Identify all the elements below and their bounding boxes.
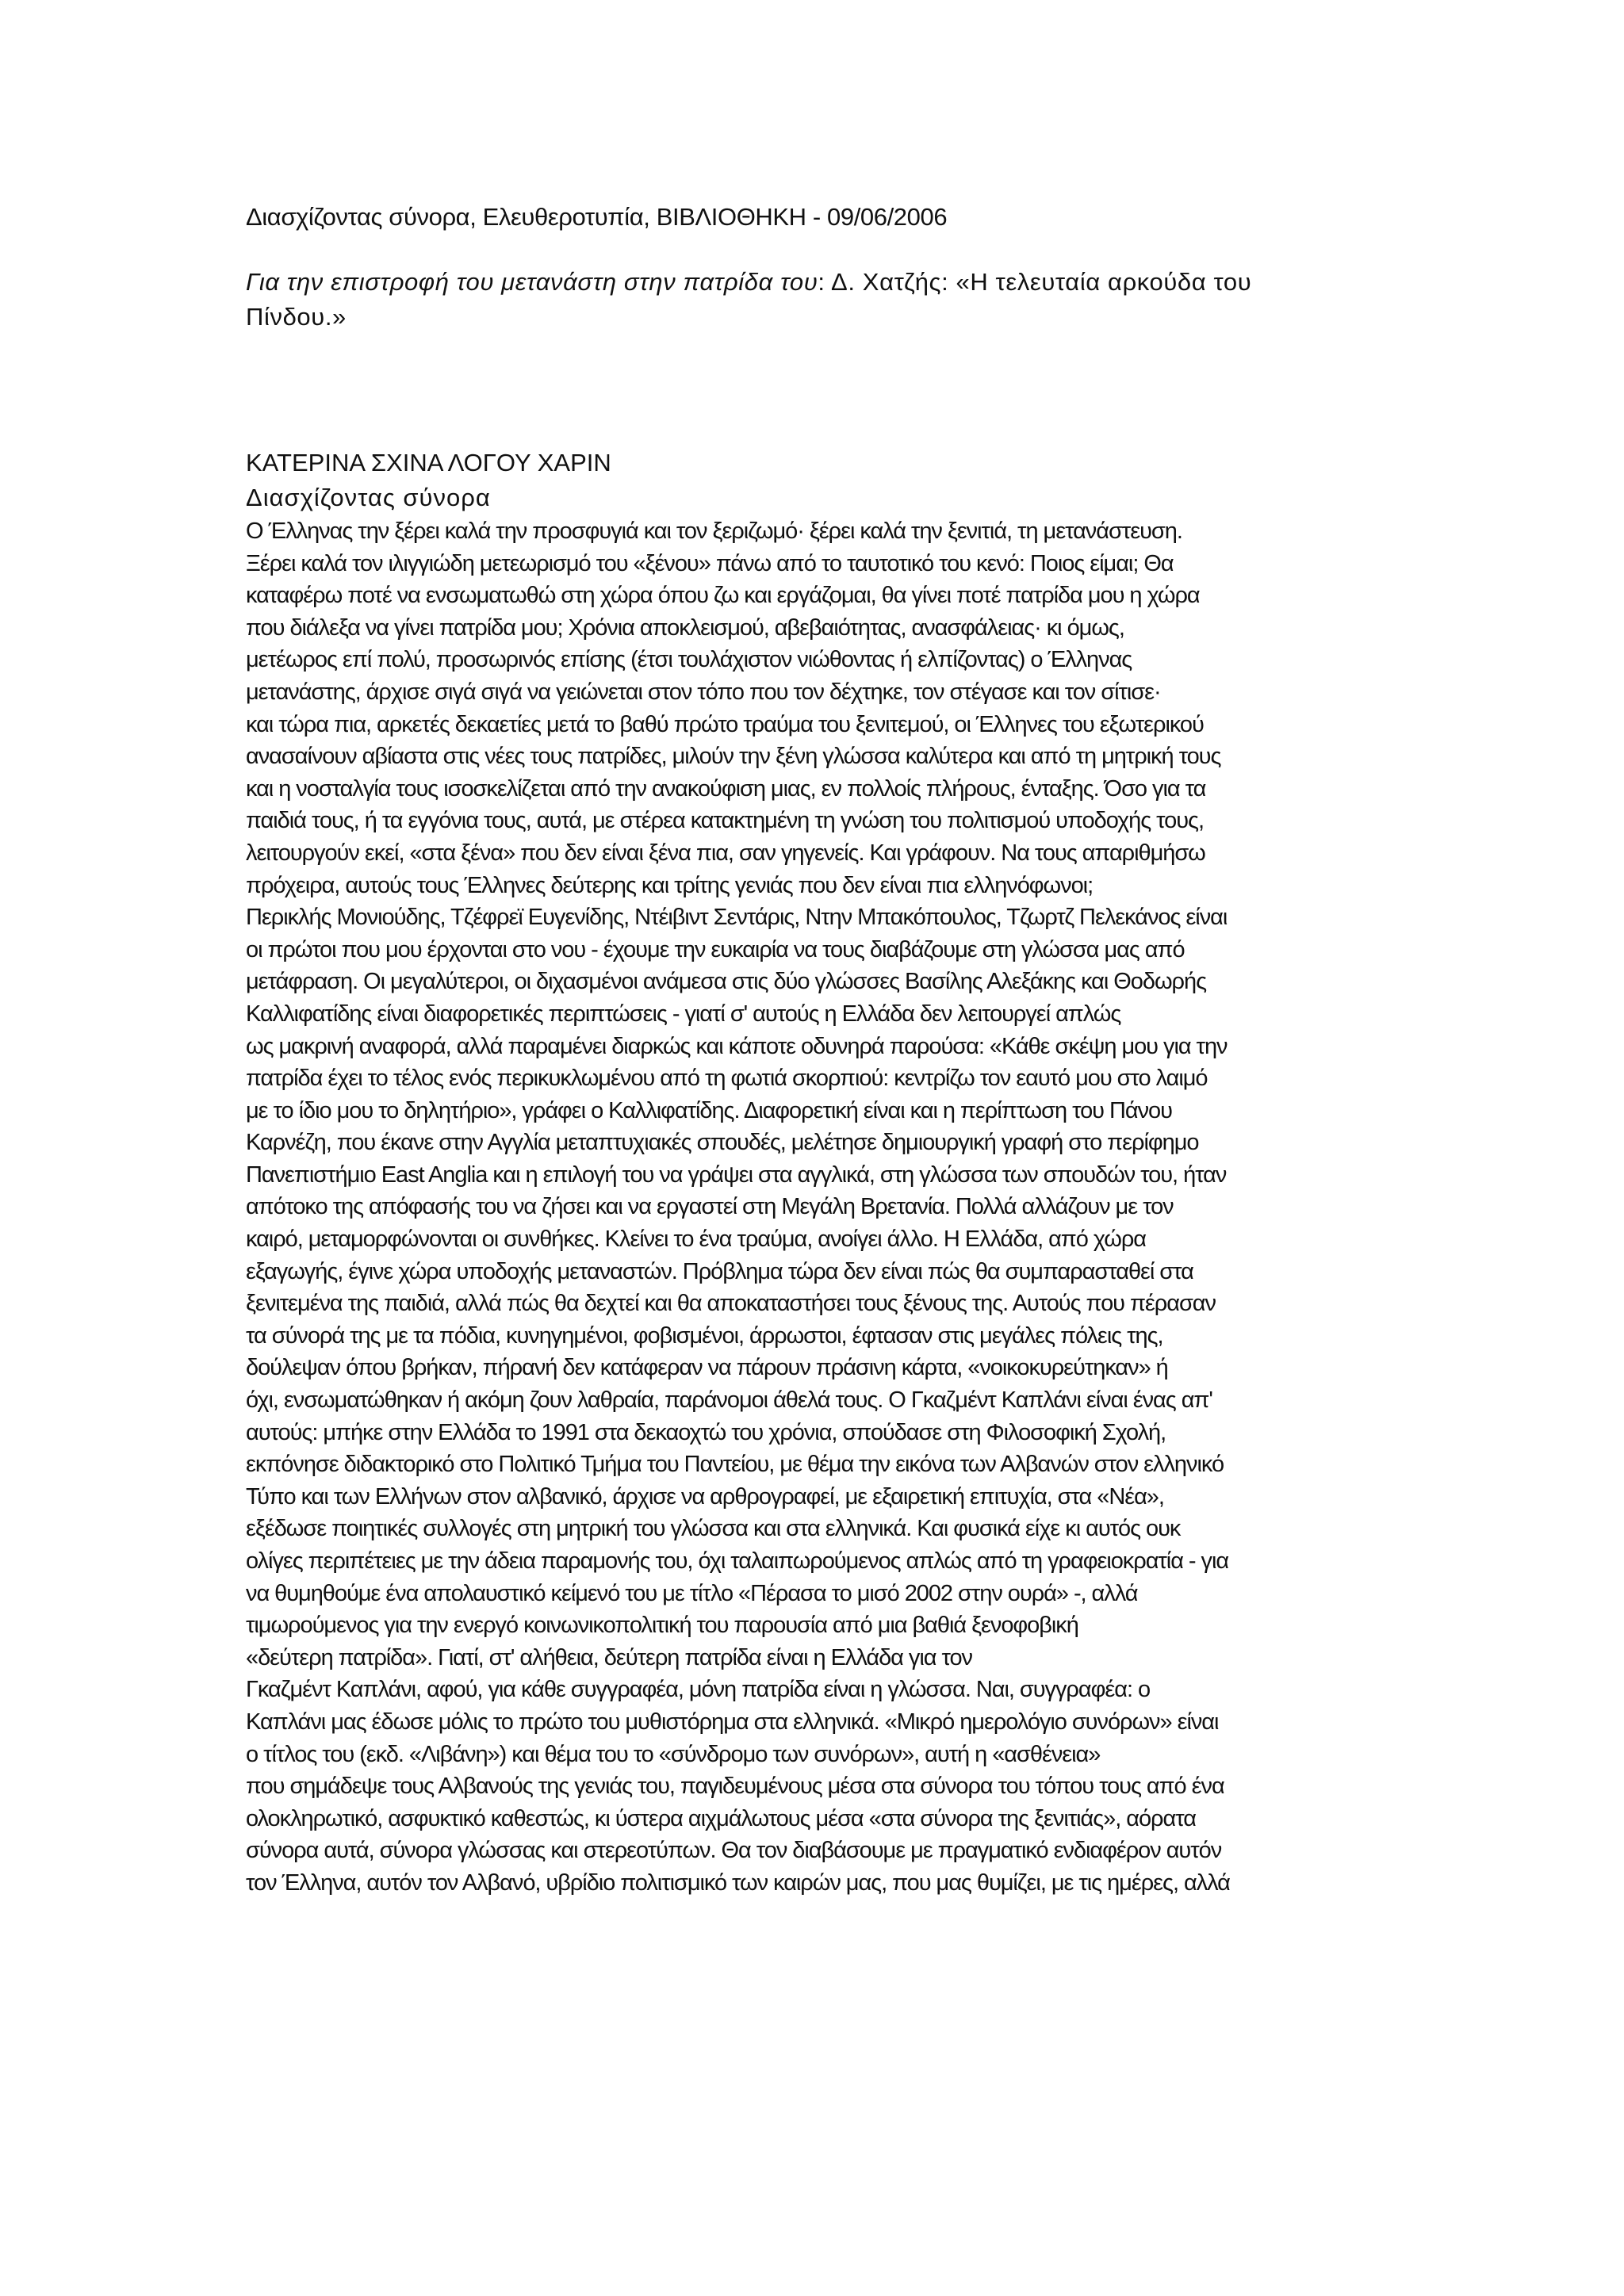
body-line: εκπόνησε διδακτορικό στο Πολιτικό Τμήμα του Παντείου, με θέμα την εικόνα των Αλβανών στον ελληνικό xyxy=(246,1452,1224,1478)
body-line: με το ίδιο μου το δηλητήριο», γράφει ο Καλλιφατίδης. Διαφορετική είναι και η περίπτωση του Πάνου xyxy=(246,1097,1172,1123)
body-line: μετέωρος επί πολύ, προσωρινός επίσης (έτσι τουλάχιστον νιώθοντας ή ελπίζοντας) ο Έλληνας xyxy=(246,647,1132,673)
body-line: ως μακρινή αναφορά, αλλά παραμένει διαρκώς και κάποτε οδυνηρά παρούσα: «Κάθε σκέψη μου για την xyxy=(246,1033,1228,1059)
body-line: τα σύνορά της με τα πόδια, κυνηγημένοι, φοβισμένοι, άρρωστοι, έφτασαν στις μεγάλες πόλεις της, xyxy=(246,1322,1163,1349)
body-line: παιδιά τους, ή τα εγγόνια τους, αυτά, με στέρεα κατακτημένη τη γνώση του πολιτισμού υποδοχής τους, xyxy=(246,808,1204,834)
body-line: «δεύτερη πατρίδα». Γιατί, στ' αλήθεια, δεύτερη πατρίδα είναι η Ελλάδα για τον xyxy=(246,1644,972,1670)
body-line: εξαγωγής, έγινε χώρα υποδοχής μεταναστών. Πρόβλημα τώρα δεν είναι πώς θα συμπαρασταθεί στα xyxy=(246,1258,1193,1284)
body-line: Γκαζμέντ Καπλάνι, αφού, για κάθε συγγραφέα, μόνη πατρίδα είναι η γλώσσα. Ναι, συγγραφέα: ο xyxy=(246,1677,1151,1703)
body-line: ο τίτλος του (εκδ. «Λιβάνη») και θέμα του το «σύνδρομο των συνόρων», αυτή η «ασθένεια» xyxy=(246,1741,1101,1767)
body-line: Καλλιφατίδης είναι διαφορετικές περιπτώσεις - γιατί σ' αυτούς η Ελλάδα δεν λειτουργεί απλώς xyxy=(246,1001,1121,1027)
article-body xyxy=(246,515,1388,1900)
body-line: μετανάστης, άρχισε σιγά σιγά να γειώνεται στον τόπο που τον δέχτηκε, τον στέγασε και τον σίτισε· xyxy=(246,679,1161,705)
subtitle-rest-line-2: Πίνδου.» xyxy=(246,303,347,331)
body-line: τιμωρούμενος για την ενεργό κοινωνικοπολιτική του παρουσία από μια βαθιά ξενοφοβική xyxy=(246,1613,1078,1639)
subtitle-italic: Για την επιστροφή του μετανάστη στην πατρίδα του xyxy=(246,268,818,296)
body-line: Περικλής Μονιούδης, Τζέφρεϊ Ευγενίδης, Ντέιβιντ Σεντάρις, Ντην Μπακόπουλος, Τζωρτζ Πελεκάνος είναι xyxy=(246,905,1228,931)
article-subtitle xyxy=(246,265,1388,335)
body-line: λειτουργούν εκεί, «στα ξένα» που δεν είναι ξένα πια, σαν γηγενείς. Και γράφουν. Να τους απαριθμήσω xyxy=(246,840,1205,866)
body-line: ανασαίνουν αβίαστα στις νέες τους πατρίδες, μιλούν την ξένη γλώσσα καλύτερα και από τη μητρική τους xyxy=(246,744,1221,770)
body-line: Καρνέζη, που έκανε στην Αγγλία μεταπτυχιακές σπουδές, μελέτησε δημιουργική γραφή στο περίφημο xyxy=(246,1130,1199,1156)
body-line: πατρίδα έχει το τέλος ενός περικυκλωμένου από τη φωτιά σκορπιού: κεντρίζω τον εαυτό μου στο λαιμό xyxy=(246,1066,1208,1092)
body-line: ολίγες περιπέτειες με την άδεια παραμονής του, όχι ταλαιπωρούμενος απλώς από τη γραφειοκρατία - για xyxy=(246,1548,1229,1574)
body-line: εξέδωσε ποιητικές συλλογές στη μητρική του γλώσσα και στα ελληνικά. Και φυσικά είχε κι αυτός ουκ xyxy=(246,1516,1181,1542)
body-line: που σημάδεψε τους Αλβανούς της γενιάς του, παγιδευμένους μέσα στα σύνορα του τόπου τους από ένα xyxy=(246,1774,1224,1800)
body-line: μετάφραση. Οι μεγαλύτεροι, οι διχασμένοι ανάμεσα στις δύο γλώσσες Βασίλης Αλεξάκης και Θοδωρής xyxy=(246,969,1207,995)
body-line: που διάλεξα να γίνει πατρίδα μου; Χρόνια αποκλεισμού, αβεβαιότητας, ανασφάλειας· κι όμως, xyxy=(246,614,1124,641)
body-line: Πανεπιστήμιο East Anglia και η επιλογή του να γράψει στα αγγλικά, στη γλώσσα των σπουδών του, ήταν xyxy=(246,1161,1227,1188)
article-title: Διασχίζοντας σύνορα xyxy=(246,484,491,511)
subtitle-rest-line-1: : Δ. Χατζής: «Η τελευταία αρκούδα του xyxy=(818,268,1252,296)
body-line: και η νοσταλγία τους ισοσκελίζεται από την ανακούφιση μιας, εν πολλοίς πλήρους, ένταξης. Όσο για τα xyxy=(246,775,1206,802)
body-line: αυτούς: μπήκε στην Ελλάδα το 1991 στα δεκαοχτώ του χρόνια, σπούδασε στη Φιλοσοφική Σχολή, xyxy=(246,1419,1166,1445)
body-line: καταφέρω ποτέ να ενσωματωθώ στη χώρα όπου ζω και εργάζομαι, θα γίνει ποτέ πατρίδα μου η χώρα xyxy=(246,583,1200,609)
body-line: τον Έλληνα, αυτόν τον Αλβανό, υβρίδιο πολιτισμικό των καιρών μας, που μας θυμίζει, με τις ημέρες, αλλά xyxy=(246,1869,1230,1896)
body-line: ολοκληρωτικό, ασφυκτικό καθεστώς, κι ύστερα αιχμάλωτους μέσα «στα σύνορα της ξενιτιάς», αόρατα xyxy=(246,1805,1196,1831)
body-line: οι πρώτοι που μου έρχονται στο νου - έχουμε την ευκαιρία να τους διαβάζουμε στη γλώσσα μας από xyxy=(246,936,1185,962)
body-line: Ξέρει καλά τον ιλιγγιώδη μετεωρισμό του «ξένου» πάνω από το ταυτοτικό του κενό: Ποιος είμαι; Θα xyxy=(246,550,1174,576)
body-line: όχι, ενσωματώθηκαν ή ακόμη ζουν λαθραία, παράνομοι άθελά τους. Ο Γκαζμέντ Καπλάνι είναι ένας απ' xyxy=(246,1387,1212,1414)
body-line: σύνορα αυτά, σύνορα γλώσσας και στερεοτύπων. Θα τον διαβάσουμε με πραγματικό ενδιαφέρον αυτόν xyxy=(246,1838,1222,1864)
source-line: Διασχίζοντας σύνορα, Ελευθεροτυπία, ΒΙΒΛΙΟΘΗΚΗ - 09/06/2006 xyxy=(246,203,948,231)
body-line: δούλεψαν όπου βρήκαν, πήρανή δεν κατάφεραν να πάρουν πράσινη κάρτα, «νοικοκυρεύτηκαν» ή xyxy=(246,1355,1168,1381)
body-line: καιρό, μεταμορφώνονται οι συνθήκες. Κλείνει το ένα τραύμα, ανοίγει άλλο. Η Ελλάδα, από χώρα xyxy=(246,1226,1146,1253)
body-line: απότοκο της απόφασής του να ζήσει και να εργαστεί στη Μεγάλη Βρετανία. Πολλά αλλάζουν με τον xyxy=(246,1194,1174,1220)
body-line: πρόχειρα, αυτούς τους Έλληνες δεύτερης και τρίτης γενιάς που δεν είναι πια ελληνόφωνοι; xyxy=(246,872,1094,898)
body-line: ξενιτεμένα της παιδιά, αλλά πώς θα δεχτεί και θα αποκαταστήσει τους ξένους της. Αυτούς που πέρασαν xyxy=(246,1291,1216,1317)
author-line: ΚΑΤΕΡΙΝΑ ΣΧΙΝΑ ΛΟΓΟΥ ΧΑΡΙΝ xyxy=(246,449,611,476)
body-line: Τύπο και των Ελλήνων στον αλβανικό, άρχισε να αρθρογραφεί, με εξαιρετική επιτυχία, στα «Νέα», xyxy=(246,1483,1164,1510)
body-line: και τώρα πια, αρκετές δεκαετίες μετά το βαθύ πρώτο τραύμα του ξενιτεμού, οι Έλληνες του εξωτερικού xyxy=(246,711,1204,737)
body-line: να θυμηθούμε ένα απολαυστικό κείμενό του με τίτλο «Πέρασα το μισό 2002 στην ουρά» -, αλλά xyxy=(246,1580,1138,1606)
body-line: Ο Έλληνας την ξέρει καλά την προσφυγιά και τον ξεριζωμό· ξέρει καλά την ξενιτιά, τη μετανάστευση. xyxy=(246,519,1182,544)
body-line: Καπλάνι μας έδωσε μόλις το πρώτο του μυθιστόρημα στα ελληνικά. «Μικρό ημερολόγιο συνόρων» είναι xyxy=(246,1709,1219,1735)
